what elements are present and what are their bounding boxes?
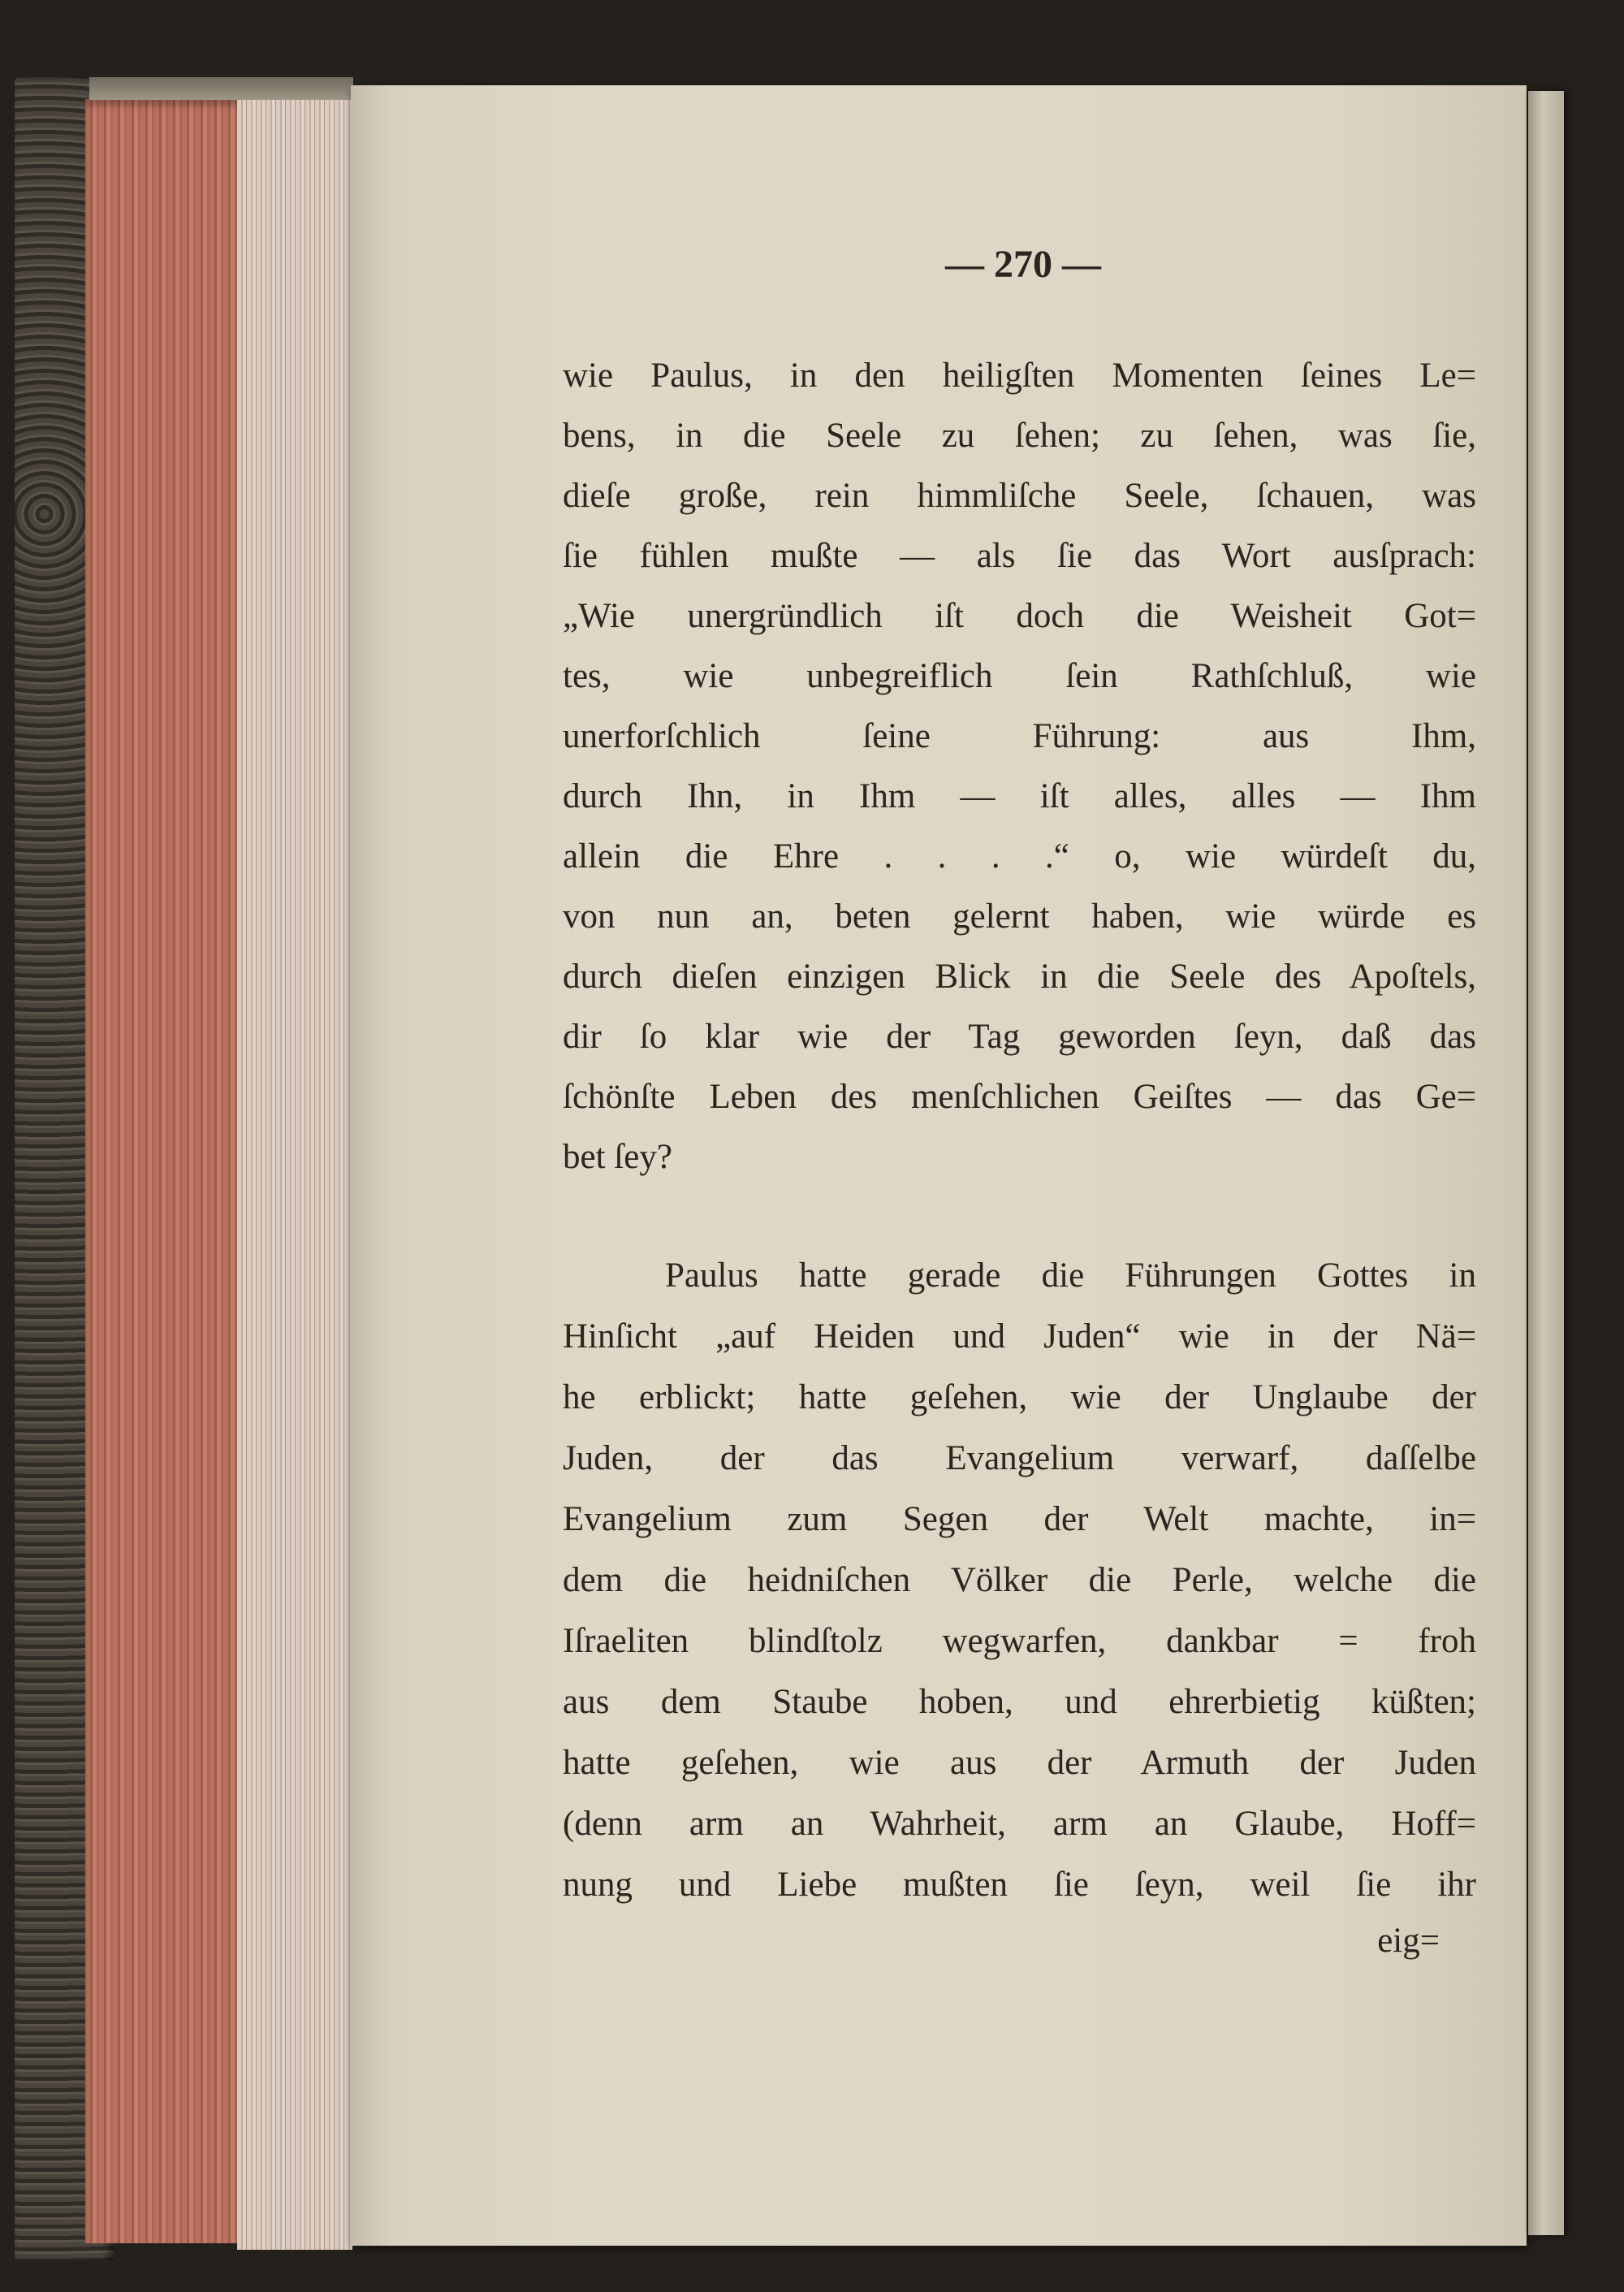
catchword: eig=: [1377, 1922, 1440, 1960]
paragraph-2: [563, 1245, 1476, 1915]
paragraph-1: [563, 346, 1476, 1187]
text-line: dir ſo klar wie der Tag geworden ſeyn, daß das: [563, 1018, 1476, 1056]
page-edges-red: [85, 99, 240, 2243]
text-line: Juden, der das Evangelium verwarf, daſſelbe: [563, 1439, 1476, 1477]
text-line: von nun an, beten gelernt haben, wie würde es: [563, 897, 1476, 936]
page-number-header: — 270 —: [945, 243, 1101, 286]
text-line: wie Paulus, in den heiligſten Momenten ſeines Le=: [563, 357, 1476, 395]
text-line: aus dem Staube hoben, und ehrerbietig küßten;: [563, 1683, 1476, 1721]
text-line: he erblickt; hatte geſehen, wie der Unglaube der: [563, 1378, 1476, 1416]
text-line: Evangelium zum Segen der Welt machte, in=: [563, 1500, 1476, 1538]
text-line: durch Ihn, in Ihm — iſt alles, alles — Ihm: [563, 777, 1476, 815]
text-line: bet ſey?: [563, 1138, 672, 1176]
text-line: ſchönſte Leben des menſchlichen Geiſtes — das Ge=: [563, 1078, 1476, 1116]
text-line: tes, wie unbegreiflich ſein Rathſchluß, wie: [563, 657, 1476, 695]
text-line: durch dieſen einzigen Blick in die Seele des Apoſtels,: [563, 958, 1476, 996]
text-line: „Wie unergründlich iſt doch die Weisheit Got=: [563, 597, 1476, 635]
text-line: bens, in die Seele zu ſehen; zu ſehen, was ſie,: [563, 417, 1476, 455]
text-line: Iſraeliten blindſtolz wegwarfen, dankbar = froh: [563, 1622, 1476, 1660]
text-line: hatte geſehen, wie aus der Armuth der Juden: [563, 1744, 1476, 1782]
facing-page-edge: [1528, 91, 1564, 2235]
text-line: nung und Liebe mußten ſie ſeyn, weil ſie ihr: [563, 1866, 1476, 1904]
text-line: (denn arm an Wahrheit, arm an Glaube, Hoff=: [563, 1805, 1476, 1843]
text-line: allein die Ehre . . . .“ o, wie würdeſt du,: [563, 837, 1476, 876]
text-line: ſie fühlen mußte — als ſie das Wort ausſprach:: [563, 537, 1476, 575]
page-edges-inner: [237, 88, 352, 2250]
text-line: dieſe große, rein himmliſche Seele, ſchauen, was: [563, 477, 1476, 515]
page-block-top: [89, 77, 353, 100]
text-line: dem die heidniſchen Völker die Perle, welche die: [563, 1561, 1476, 1599]
text-line: unerforſchlich ſeine Führung: aus Ihm,: [563, 717, 1476, 755]
text-line: Paulus hatte gerade die Führungen Gottes in: [665, 1256, 1476, 1295]
text-line: Hinſicht „auf Heiden und Juden“ wie in der Nä=: [563, 1317, 1476, 1356]
